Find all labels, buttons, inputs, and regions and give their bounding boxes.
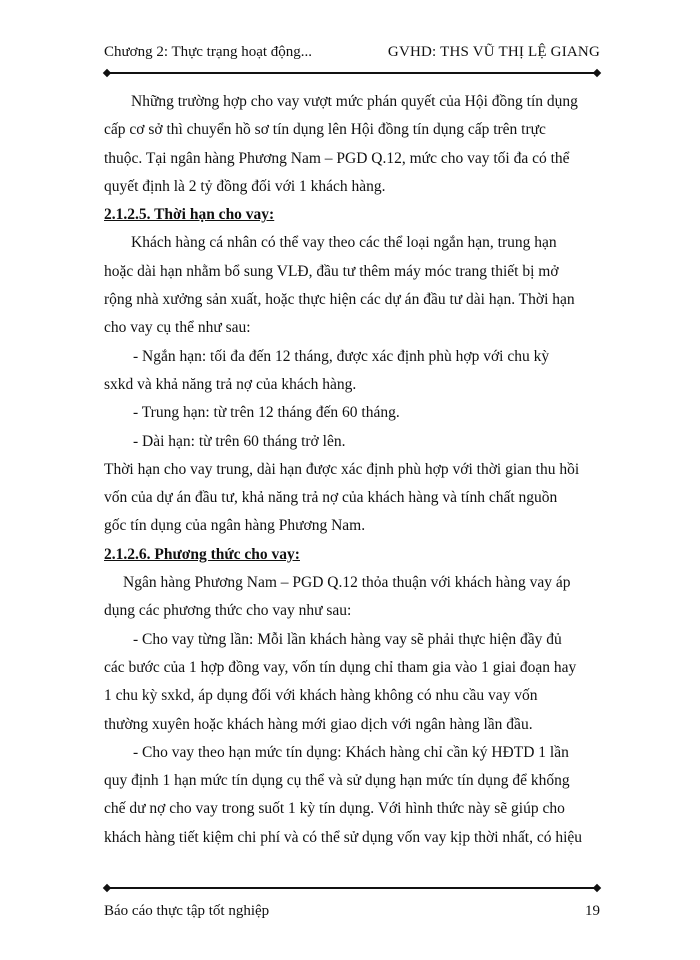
text-line: 1 chu kỳ sxkd, áp dụng đối với khách hàng không có nhu cầu vay vốn bbox=[104, 687, 538, 705]
divider-line bbox=[107, 887, 597, 889]
text-line: quy định 1 hạn mức tín dụng cụ thể và sử dụng hạn mức tín dụng để khống bbox=[104, 772, 570, 790]
text-line: cho vay cụ thể như sau: bbox=[104, 319, 251, 337]
divider-line bbox=[107, 72, 597, 74]
text-line: cấp cơ sở thì chuyển hồ sơ tín dụng lên Hội đồng tín dụng cấp trên trực bbox=[104, 121, 546, 139]
footer-divider bbox=[104, 884, 600, 892]
text-line: Khách hàng cá nhân có thể vay theo các thể loại ngắn hạn, trung hạn bbox=[131, 234, 557, 252]
section-heading-loan-term: 2.1.2.5. Thời hạn cho vay: bbox=[104, 206, 275, 224]
text-line: rộng nhà xưởng sản xuất, hoặc thực hiện các dự án đầu tư dài hạn. Thời hạn bbox=[104, 291, 575, 309]
list-item: - Dài hạn: từ trên 60 tháng trở lên. bbox=[133, 432, 346, 450]
footer-report-title: Báo cáo thực tập tốt nghiệp bbox=[104, 903, 270, 919]
text-line: sxkd và khả năng trả nợ của khách hàng. bbox=[104, 375, 357, 393]
header-chapter: Chương 2: Thực trạng hoạt động... bbox=[104, 44, 313, 60]
text-line: Thời hạn cho vay trung, dài hạn được xác định phù hợp với thời gian thu hồi bbox=[104, 460, 580, 478]
header-divider bbox=[104, 69, 600, 77]
list-item: - Cho vay theo hạn mức tín dụng: Khách hàng chỉ cần ký HĐTD 1 lần bbox=[133, 743, 569, 761]
page-header bbox=[104, 44, 600, 66]
list-item: - Trung hạn: từ trên 12 tháng đến 60 tháng. bbox=[133, 404, 400, 422]
page-number: 19 bbox=[585, 903, 600, 919]
divider-right-diamond bbox=[593, 69, 601, 77]
text-line: Những trường hợp cho vay vượt mức phán quyết của Hội đồng tín dụng bbox=[131, 93, 578, 110]
page-body bbox=[104, 88, 600, 852]
list-item: - Cho vay từng lần: Mỗi lần khách hàng vay sẽ phải thực hiện đầy đủ bbox=[133, 630, 562, 648]
text-line: các bước của 1 hợp đồng vay, vốn tín dụng chỉ tham gia vào 1 giai đoạn hay bbox=[104, 658, 577, 676]
text-line: gốc tín dụng của ngân hàng Phương Nam. bbox=[104, 517, 366, 535]
text-line: chế dư nợ cho vay trong suốt 1 kỳ tín dụng. Với hình thức này sẽ giúp cho bbox=[104, 800, 565, 818]
text-line: thường xuyên hoặc khách hàng mới giao dịch với ngân hàng lần đầu. bbox=[104, 715, 533, 733]
divider-right-diamond bbox=[593, 884, 601, 892]
text-line: quyết định là 2 tỷ đồng đối với 1 khách hàng. bbox=[104, 177, 386, 195]
text-line: thuộc. Tại ngân hàng Phương Nam – PGD Q.12, mức cho vay tối đa có thể bbox=[104, 149, 570, 167]
page-footer bbox=[104, 903, 600, 925]
text-line: Ngân hàng Phương Nam – PGD Q.12 thỏa thuận với khách hàng vay áp bbox=[123, 574, 571, 592]
text-line: hoặc dài hạn nhằm bổ sung VLĐ, đầu tư thêm máy móc trang thiết bị mở bbox=[104, 262, 559, 280]
text-line: vốn của dự án đầu tư, khả năng trả nợ của khách hàng và tính chất nguồn bbox=[104, 489, 558, 507]
text-line: dụng các phương thức cho vay như sau: bbox=[104, 602, 352, 620]
list-item: - Ngắn hạn: tối đa đến 12 tháng, được xác định phù hợp với chu kỳ bbox=[133, 347, 550, 365]
header-advisor: GVHD: THS VŨ THỊ LỆ GIANG bbox=[387, 44, 600, 60]
section-heading-loan-method: 2.1.2.6. Phương thức cho vay: bbox=[104, 545, 300, 563]
text-line: khách hàng tiết kiệm chi phí và có thể sử dụng vốn vay kịp thời nhất, có hiệu bbox=[104, 828, 583, 846]
